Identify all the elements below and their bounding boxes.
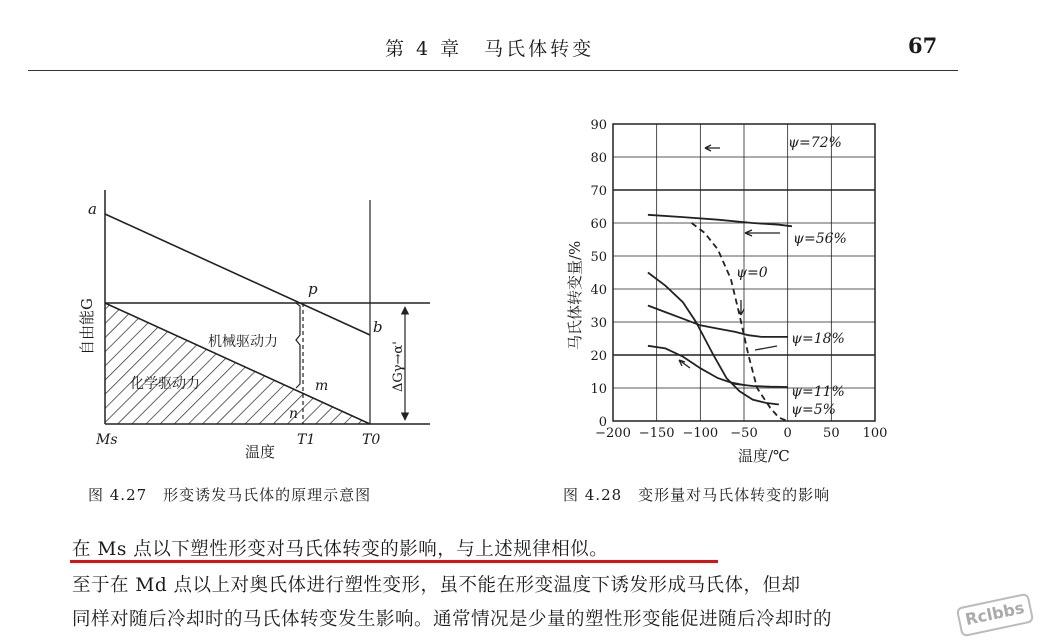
annot-psi-72: ψ=72%: [788, 135, 842, 151]
y-tick-label: 80: [590, 151, 607, 166]
label-b: b: [373, 318, 383, 336]
mech-bracket: [296, 303, 300, 388]
figure-4-28-chart: [555, 110, 895, 470]
figure-4-27-schematic: [60, 170, 460, 470]
watermark-logo: Rclbbs: [956, 593, 1035, 638]
mech-force-label: 机械驱动力: [208, 334, 278, 350]
label-p: p: [308, 280, 318, 298]
arrow-72: [705, 145, 720, 151]
header-rule: [28, 70, 958, 71]
x-tick-label: −200: [595, 426, 631, 441]
y-tick-label: 30: [590, 316, 607, 331]
x-tick-label: −150: [638, 426, 675, 441]
body-line-2: 至于在 Md 点以上对奥氏体进行塑性变形，虽不能在形变温度下诱发形成马氏体，但却: [72, 575, 801, 596]
red-underline: [70, 560, 718, 563]
label-a: a: [88, 200, 97, 218]
label-m: m: [315, 378, 329, 394]
delta-g-label: ΔGγ→α': [391, 341, 406, 392]
body-line-1: 在 Ms 点以下塑性形变对马氏体转变的影响，与上述规律相似。: [72, 539, 609, 560]
x-tick-label: −100: [682, 426, 719, 441]
y-tick-label: 10: [590, 382, 607, 397]
figure-4-27-caption: 图 4.27 形变诱发马氏体的原理示意图: [88, 486, 372, 504]
body-line-3: 同样对随后冷却时的马氏体转变发生影响。通常情况是少量的塑性形变能促进随后冷却时的: [72, 609, 833, 630]
line-ab: [105, 214, 370, 335]
x-axis-label: 温度: [245, 443, 276, 461]
chem-force-label: 化学驱动力: [130, 376, 200, 392]
series-line: [648, 306, 788, 337]
chapter-title: 第 4 章 马氏体转变: [385, 38, 595, 60]
tick-t0: T0: [362, 432, 381, 448]
x-tick-label: 50: [823, 426, 840, 441]
y-tick-label: 50: [590, 250, 607, 265]
chart-x-label: 温度/℃: [738, 447, 790, 465]
chart-series: [648, 215, 792, 421]
annot-psi-0: ψ=0: [736, 265, 768, 281]
tick-ms: Ms: [96, 432, 118, 448]
figure-4-28-caption: 图 4.28 变形量对马氏体转变的影响: [563, 486, 831, 504]
arrow-18: [755, 346, 777, 350]
chart-y-label: 马氏体转变量/%: [566, 240, 584, 350]
arrow-56: [745, 230, 780, 236]
y-tick-label: 0: [598, 415, 607, 430]
x-tick-label: 100: [862, 426, 888, 441]
x-tick-label: −50: [730, 426, 758, 441]
series-line: [648, 215, 792, 227]
label-n: n: [289, 406, 299, 422]
annot-psi-11: ψ=11%: [791, 384, 845, 400]
tick-t1: T1: [297, 432, 316, 448]
series-line: [648, 346, 788, 387]
y-tick-label: 60: [590, 217, 607, 232]
series-line: [648, 273, 779, 405]
y-tick-label: 70: [590, 184, 607, 199]
y-tick-label: 90: [590, 118, 607, 133]
annot-psi-18: ψ=18%: [791, 331, 845, 347]
y-tick-label: 40: [590, 283, 607, 298]
page-number: 67: [908, 33, 938, 58]
annot-psi-56: ψ=56%: [793, 231, 847, 247]
y-axis-label: 自由能G: [78, 298, 96, 355]
y-tick-label: 20: [590, 349, 607, 364]
x-tick-label: 0: [783, 426, 792, 441]
annot-psi-5: ψ=5%: [791, 402, 836, 418]
